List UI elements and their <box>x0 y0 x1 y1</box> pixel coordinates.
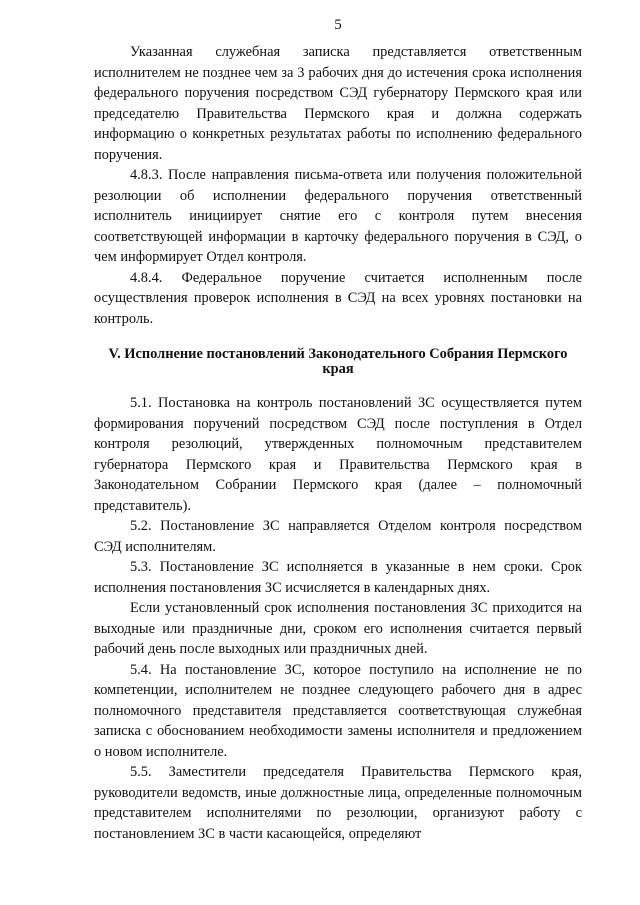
paragraph-5-5: 5.5. Заместители председателя Правительства Пермского края, руководители ведомств, иные должностные лица, определенные полномочным представителем исполнителями по резолюции, организуют работу с постановлением ЗС в части касающейся, определяют <box>94 764 582 842</box>
page-number: 5 <box>334 17 342 33</box>
paragraph-deadline-holidays: Если установленный срок исполнения постановления ЗС приходится на выходные или праздничные дни, сроком его исполнения считается первый рабочий день после выходных или праздничных дней. <box>94 600 582 657</box>
paragraph-memo-submission: Указанная служебная записка представляется ответственным исполнителем не позднее чем за 3 рабочих дня до истечения срока исполнения федерального поручения посредством СЭД губернатору Пермского края или председателю Правительства Пермского края и должна содержать информацию о конкретных результатах работы по исполнению федерального поручения. <box>94 44 582 163</box>
document-body <box>94 42 582 844</box>
paragraph-4-8-4: 4.8.4. Федеральное поручение считается исполненным после осуществления проверок исполнения в СЭД на всех уровнях постановки на контроль. <box>94 269 582 327</box>
paragraph-5-2: 5.2. Постановление ЗС направляется Отделом контроля посредством СЭД исполнителям. <box>94 518 582 555</box>
paragraph-5-1: 5.1. Постановка на контроль постановлений ЗС осуществляется путем формирования поручений посредством СЭД после поступления в Отдел контроля резолюций, утвержденных полномочным представителем губернатора Пермского края и Правительства Пермского края в Законодательном Собрании Пермского края (далее – полномочный представитель). <box>94 395 582 514</box>
section-heading: V. Исполнение постановлений Законодательного Собрания Пермского края <box>108 346 568 377</box>
paragraph-5-3: 5.3. Постановление ЗС исполняется в указанные в нем сроки. Срок исполнения постановления ЗС исчисляется в календарных днях. <box>94 559 582 596</box>
paragraph-4-8-3: 4.8.3. После направления письма-ответа или получения положительной резолюции об исполнении федерального поручения ответственный исполнитель инициирует снятие его с контроля путем внесения соответствующей информации в карточку федерального поручения в СЭД, о чем информирует Отдел контроля. <box>94 167 582 265</box>
paragraph-5-4: 5.4. На постановление ЗС, которое поступило на исполнение не по компетенции, исполнителем не позднее следующего рабочего дня в адрес полномочного представителя представляется соответствующая служебная записка с обоснованием необходимости замены исполнителя и предложением о новом исполнителе. <box>94 661 582 760</box>
